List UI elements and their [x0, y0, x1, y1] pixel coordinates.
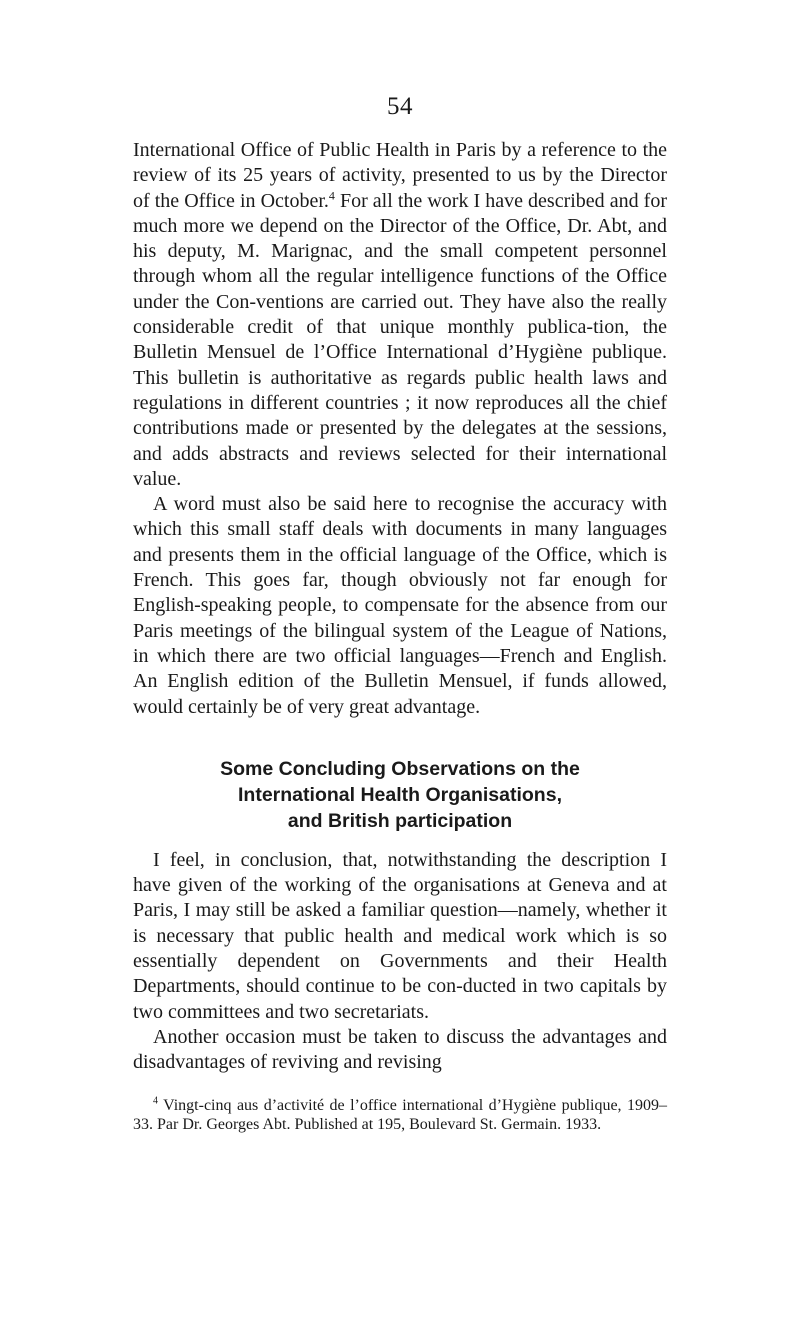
section-heading-line-2: International Health Organisations,: [238, 783, 562, 806]
footnote-text: Vingt-cinq aus d’activité de l’office international d’Hygiène publique, 1909–33. Par Dr. Georges Abt. Published at 195, Boulevard St. Germain. 1933.: [133, 1096, 667, 1133]
document-page: [133, 92, 667, 1134]
section-heading: [133, 756, 667, 834]
section-heading-line-1: Some Concluding Observations on the: [220, 757, 580, 780]
section-heading-line-3: and British participation: [287, 809, 513, 832]
paragraph-4: Another occasion must be taken to discuss the advantages and disadvantages of reviving and revising: [133, 1025, 667, 1074]
paragraph-1-text-end: For all the work I have described and for much more we depend on the Director of the Office, Dr. Abt, and his deputy, M. Marignac, and the small competent personnel through whom all the regular intelligence functions of the Office under the Con-ventions are carried out. They have also the really considerable credit of that unique monthly publica-tion, the Bulletin Mensuel de l’Office International d’Hygiène publique. This bulletin is authoritative as regards public health laws and regulations in different countries ; it now reproduces all the chief contributions made or presented by the delegates at the sessions, and adds abstracts and reviews selected for their international value.: [133, 189, 667, 490]
page-number: 54: [387, 93, 413, 120]
paragraph-1-text-start: International Office of Public Health in Paris by a reference to the review of its 25 years of activity, presented to us by the Director of the Office in October.: [133, 139, 667, 212]
footnote-marker: 4: [153, 1095, 158, 1107]
paragraph-1: [133, 138, 667, 492]
paragraph-3: I feel, in conclusion, that, notwithstanding the description I have given of the working of the organisations at Geneva and at Paris, I may still be asked a familiar question—namely, whether it is necessary that public health and medical work which is so essentially dependent on Governments and their Health Departments, should continue to be con-ducted in two capitals by two committees and two secretariats.: [133, 848, 667, 1023]
footnote: [133, 1096, 667, 1134]
paragraph-2: A word must also be said here to recognise the accuracy with which this small staff deals with documents in many languages and presents them in the official language of the Office, which is French. This goes far, though obviously not far enough for English-speaking people, to compensate for the absence from our Paris meetings of the bilingual system of the League of Nations, in which there are two official languages—French and English. An English edition of the Bulletin Mensuel, if funds allowed, would certainly be of very great advantage.: [133, 493, 667, 718]
footnote-reference: 4: [328, 187, 335, 202]
